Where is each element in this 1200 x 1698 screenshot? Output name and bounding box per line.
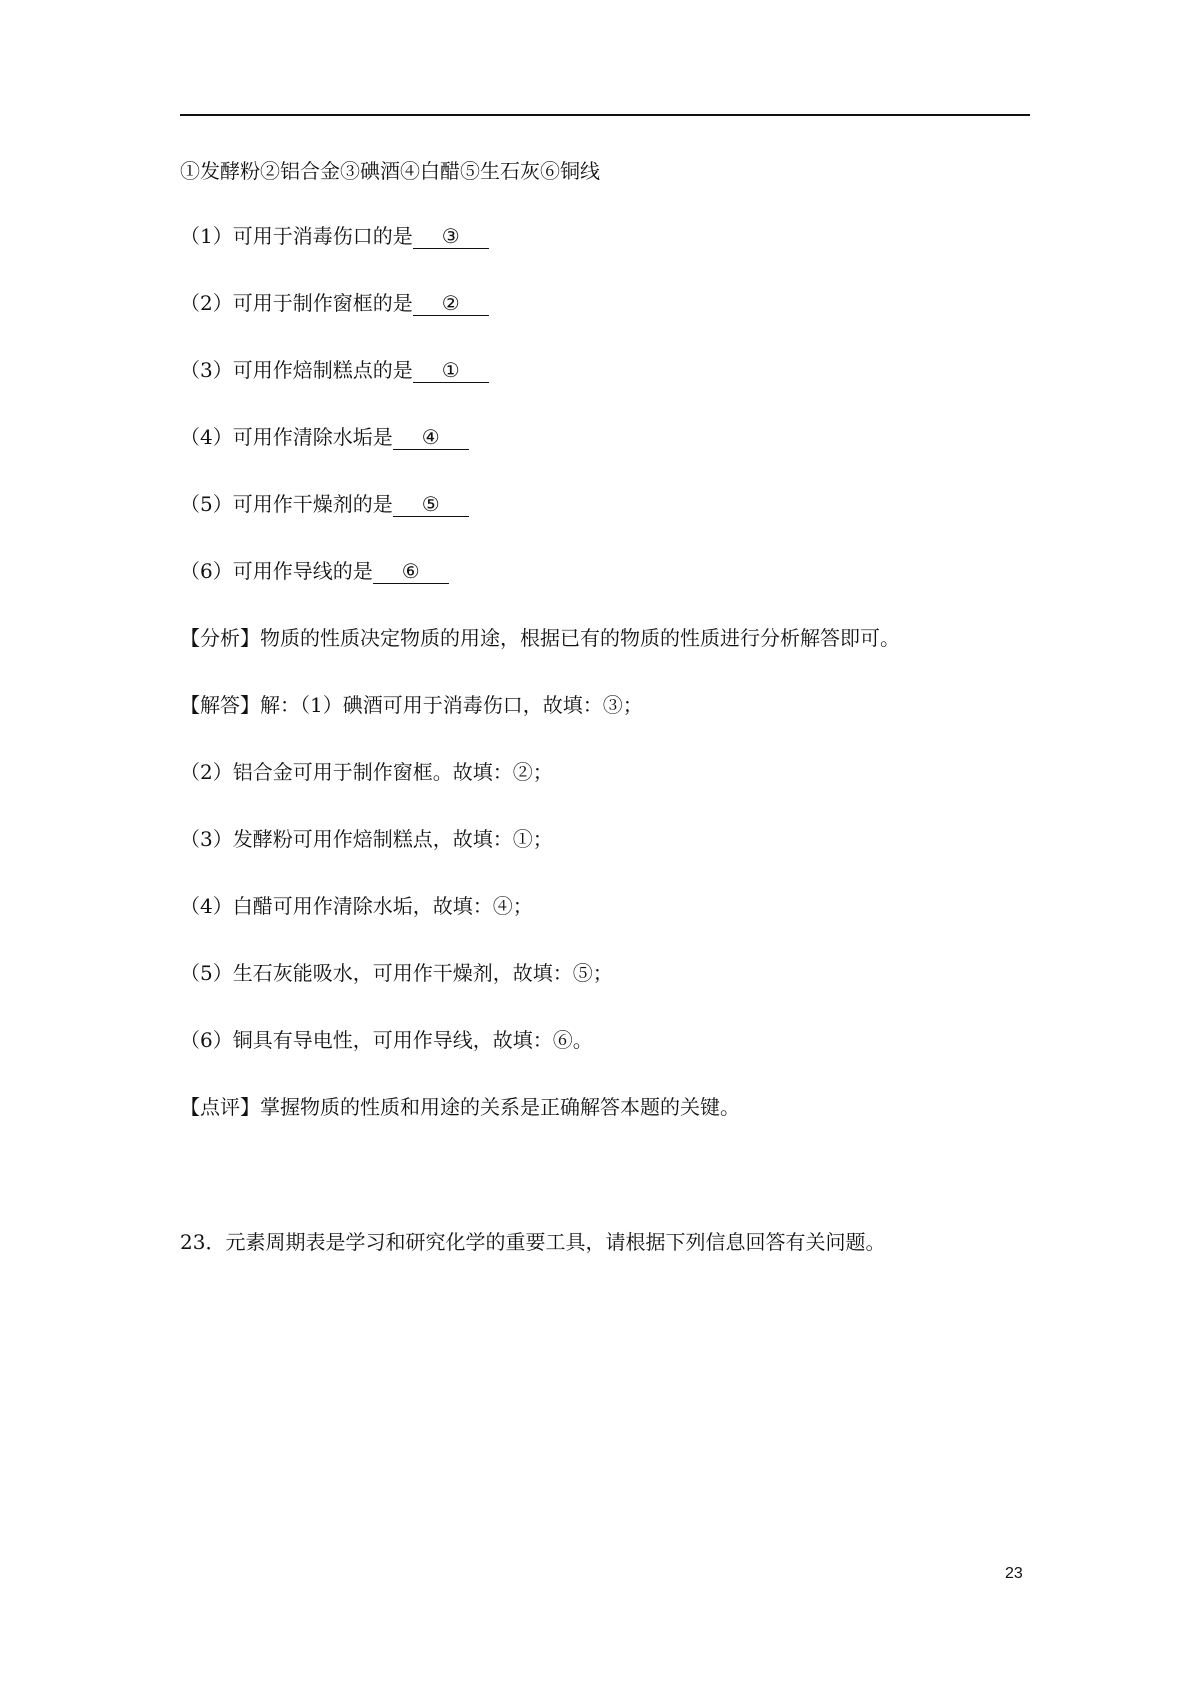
question-5-answer: ⑤ [393,492,469,517]
question-6-answer: ⑥ [373,559,449,584]
question-4-answer: ④ [393,425,469,450]
question-1-prompt: （1）可用于消毒伤口的是 [180,224,413,248]
header-rule [180,114,1030,116]
solution-line-2: （2）铝合金可用于制作窗框。故填：②； [180,760,553,784]
question-5 [180,490,469,518]
solution-line-3: （3）发酵粉可用作焙制糕点，故填：①； [180,827,553,851]
comment-label: 【点评】 [180,1095,260,1119]
solution-line-5: （5）生石灰能吸水，可用作干燥剂，故填：⑤； [180,961,613,985]
question-4 [180,423,469,451]
analysis-paragraph [180,624,900,652]
question-6-prompt: （6）可用作导线的是 [180,559,373,583]
question-5-prompt: （5）可用作干燥剂的是 [180,492,393,516]
question-23: 23．元素周期表是学习和研究化学的重要工具，请根据下列信息回答有关问题。 [180,1230,886,1254]
question-1 [180,222,489,250]
question-2-prompt: （2）可用于制作窗框的是 [180,291,413,315]
question-1-answer: ③ [413,224,489,249]
question-2 [180,289,489,317]
page-number: 23 [1005,1565,1023,1582]
question-6 [180,557,449,585]
solution-text-1: 解：（1）碘酒可用于消毒伤口，故填：③； [260,693,643,717]
analysis-label: 【分析】 [180,626,260,650]
materials-list: ①发酵粉②铝合金③碘酒④白醋⑤生石灰⑥铜线 [180,159,600,183]
comment-text: 掌握物质的性质和用途的关系是正确解答本题的关键。 [260,1095,740,1119]
comment-paragraph [180,1093,740,1121]
analysis-text: 物质的性质决定物质的用途，根据已有的物质的性质进行分析解答即可。 [260,626,900,650]
solution-line-6: （6）铜具有导电性，可用作导线，故填：⑥。 [180,1028,593,1052]
question-3-prompt: （3）可用作焙制糕点的是 [180,358,413,382]
question-2-answer: ② [413,291,489,316]
question-3 [180,356,489,384]
solution-line-1 [180,691,643,719]
solution-line-4: （4）白醋可用作清除水垢，故填：④； [180,894,533,918]
question-4-prompt: （4）可用作清除水垢是 [180,425,393,449]
solution-label: 【解答】 [180,693,260,717]
question-3-answer: ① [413,358,489,383]
